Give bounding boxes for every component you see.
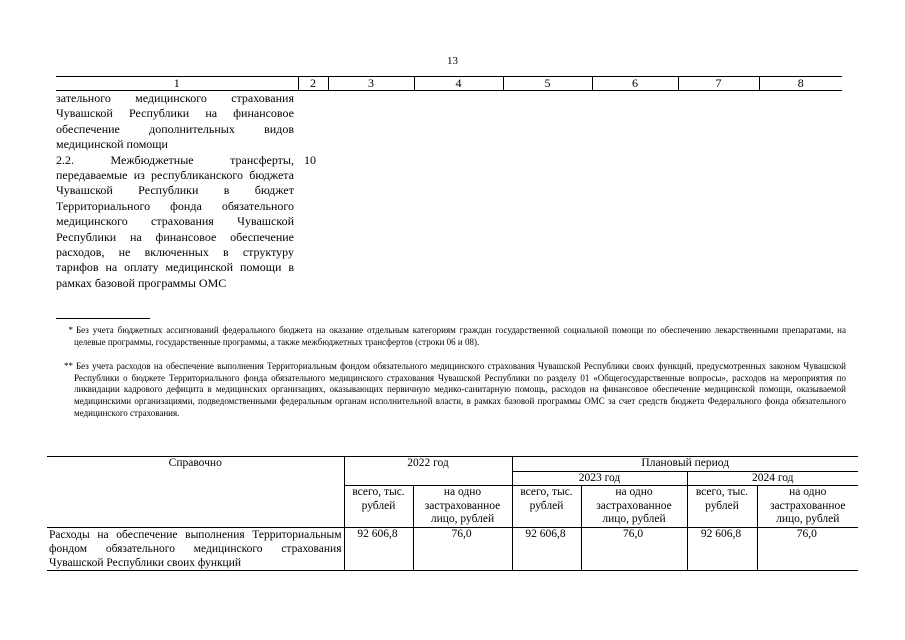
column-header: 1	[56, 77, 298, 91]
table-row	[47, 527, 858, 570]
year-2024-header: 2024 год	[687, 471, 858, 486]
main-table-header-row	[56, 77, 842, 91]
col-total-header: всего, тыс. рублей	[512, 486, 581, 528]
table-row	[56, 91, 842, 153]
column-header: 7	[678, 77, 759, 91]
reference-table	[47, 456, 858, 571]
page-number: 13	[447, 55, 458, 67]
value-cell: 92 606,8	[687, 527, 757, 570]
value-cell: 76,0	[581, 527, 687, 570]
year-2023-header: 2023 год	[512, 471, 687, 486]
row-code: 10	[304, 152, 316, 167]
row-description: 2.2. Межбюджетные трансферты, передаваемые из республиканского бюджета Чувашской Республики в бюджет Территориального фонда обязательного медицинского страхования Чувашской Республики на финансовое обеспечение расходов, не включенных в структуру тарифов на оплату медицинской помощи в рамках базовой программы ОМС	[56, 152, 294, 290]
column-header: 4	[414, 77, 503, 91]
value-cell: 92 606,8	[344, 527, 413, 570]
column-header: 6	[592, 77, 678, 91]
footnote-1	[60, 325, 846, 348]
col-per-person-header: на одно застрахованное лицо, рублей	[581, 486, 687, 528]
col-total-header: всего, тыс. рублей	[344, 486, 413, 528]
footnote-mark: *	[68, 325, 73, 335]
footnote-text: Без учета бюджетных ассигнований федерального бюджета на оказание отдельным категориям граждан государственной социальной помощи по обеспечению лекарственными препаратами, на целевые программы, государственные программы, а также межбюджетных трансфертов (строки 06 и 08).	[74, 325, 846, 347]
footnote-2	[60, 361, 846, 420]
footnote-text: Без учета расходов на обеспечение выполнения Территориальным фондом обязательного медицинского страхования Чувашской Республики своих функций, предусмотренных законом Чувашской Республики о бюджете Территориального фонда обязательного медицинского страхования Чувашской Республики по разделу 01 «Общегосударственные вопросы», расходов на мероприятия по ликвидации кадрового дефицита в медицинских организациях, оказывающих первичную медико-санитарную помощь, расходов на финансовое обеспечение медицинской помощи, оказываемой медицинскими организациями, подведомственными федеральным органам исполнительной власти, в рамках базовой программы ОМС за счет средств бюджета Федерального фонда обязательного медицинского страхования.	[74, 361, 846, 418]
column-header: 8	[759, 77, 842, 91]
col-total-header: всего, тыс. рублей	[687, 486, 757, 528]
year-2022-header: 2022 год	[344, 457, 512, 486]
plan-period-header: Плановый период	[512, 457, 858, 472]
row-code	[298, 91, 328, 153]
footnote-mark: **	[64, 361, 73, 371]
row-description: зательного медицинского страхования Чувашской Республики на финансовое обеспечение дополнительных видов медицинской помощи	[56, 91, 294, 152]
column-header: 2	[298, 77, 328, 91]
main-table	[56, 76, 842, 291]
col-per-person-header: на одно застрахованное лицо, рублей	[413, 486, 512, 528]
column-header: 3	[328, 77, 414, 91]
reference-row-label: Расходы на обеспечение выполнения Территориальным фондом обязательного медицинского страхования Чувашской Республики своих функций	[47, 527, 344, 570]
col-per-person-header: на одно застрахованное лицо, рублей	[757, 486, 858, 528]
footnote-separator	[56, 318, 150, 319]
column-header: 5	[503, 77, 592, 91]
value-cell: 92 606,8	[512, 527, 581, 570]
value-cell: 76,0	[757, 527, 858, 570]
value-cell: 76,0	[413, 527, 512, 570]
table-row	[56, 153, 842, 292]
reference-corner: Справочно	[47, 457, 344, 528]
